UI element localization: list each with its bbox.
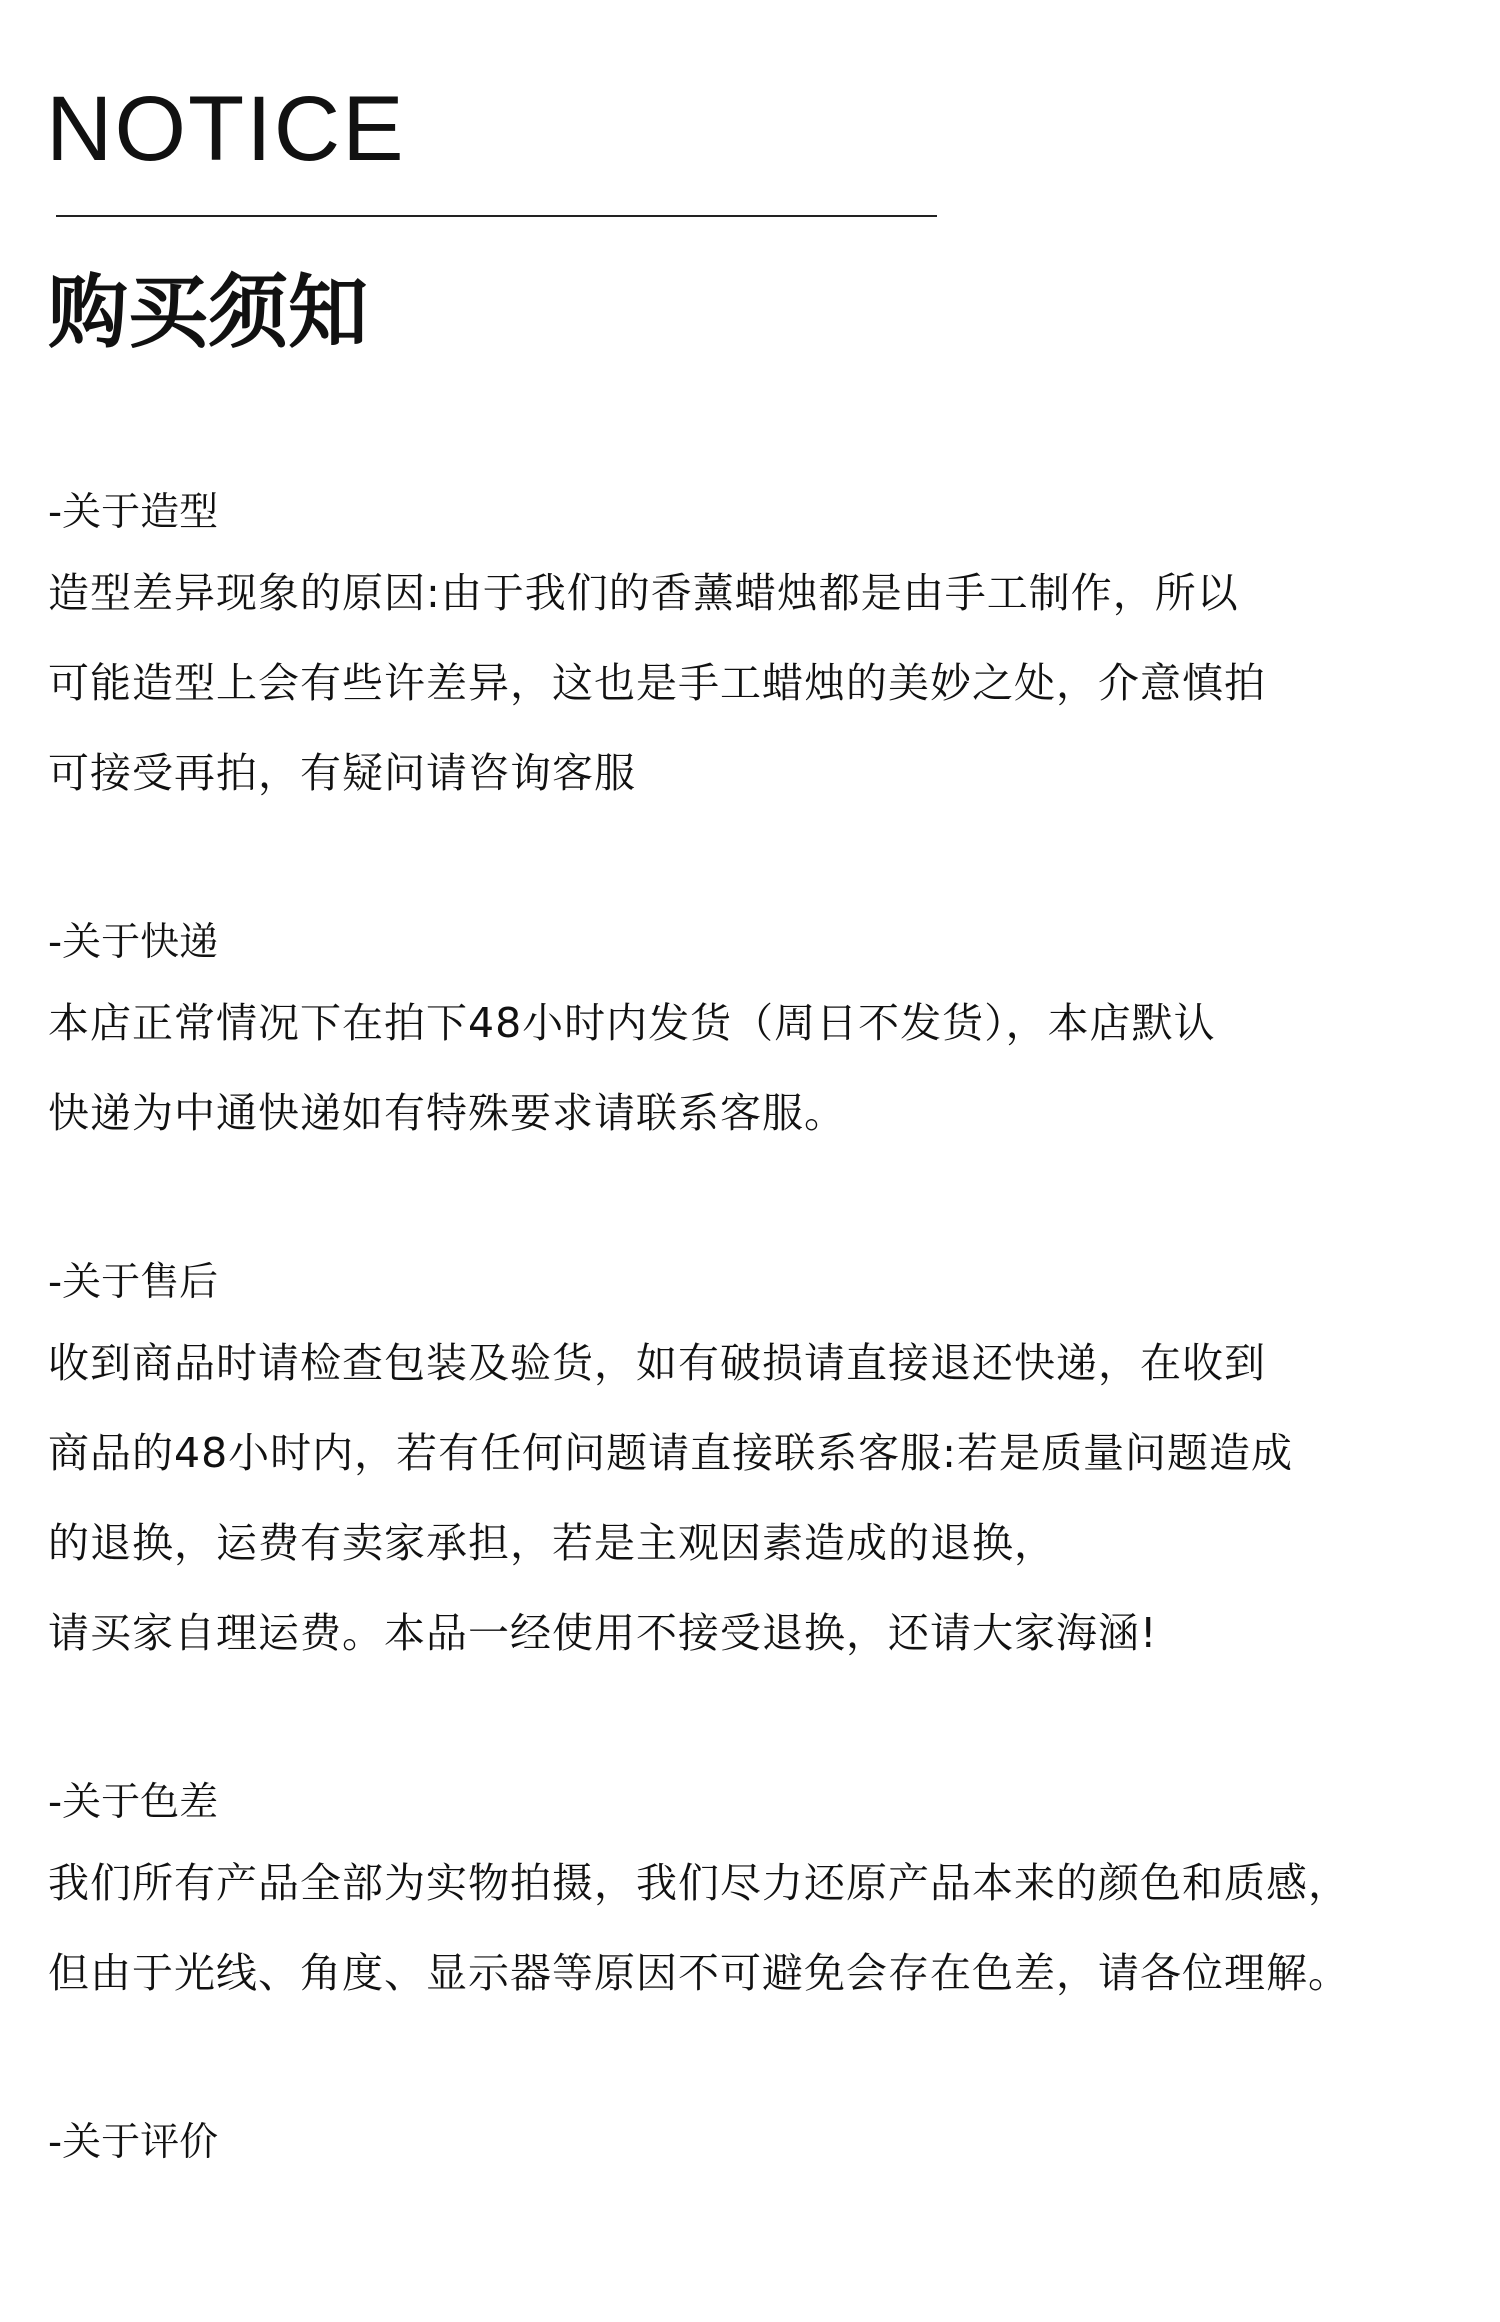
- section-text-line: 快递为中通快递如有特殊要求请联系客服。: [48, 1089, 846, 1137]
- section-heading: -关于造型: [48, 490, 219, 535]
- section-color-difference: [48, 1768, 1468, 2018]
- section-heading: -关于色差: [48, 1780, 219, 1825]
- section-after-sales: [48, 1248, 1468, 1678]
- section-text-line: 的退换，运费有卖家承担，若是主观因素造成的退换，: [48, 1519, 1056, 1567]
- section-text-line: 可接受再拍，有疑问请咨询客服: [48, 749, 636, 797]
- section-text-line: 收到商品时请检查包装及验货，如有破损请直接退还快递，在收到: [48, 1339, 1266, 1387]
- section-heading: -关于评价: [48, 2120, 219, 2165]
- section-text-line: 造型差异现象的原因:由于我们的香薰蜡烛都是由手工制作，所以: [48, 569, 1239, 617]
- section-shape: [48, 478, 1468, 818]
- section-text-line: 商品的48小时内，若有任何问题请直接联系客服:若是质量问题造成: [48, 1429, 1293, 1477]
- notice-title: NOTICE: [46, 78, 406, 180]
- section-text-line: 请买家自理运费。本品一经使用不接受退换，还请大家海涵!: [48, 1609, 1158, 1657]
- title-divider: [56, 215, 937, 217]
- purchase-notice-heading: 购买须知: [48, 266, 368, 359]
- section-heading: -关于快递: [48, 920, 219, 965]
- section-heading: -关于售后: [48, 1260, 219, 1305]
- section-text-line: 可能造型上会有些许差异，这也是手工蜡烛的美妙之处，介意慎拍: [48, 659, 1266, 707]
- section-shipping: [48, 908, 1468, 1158]
- section-reviews: [48, 2108, 1468, 2178]
- section-text-line: 我们所有产品全部为实物拍摄，我们尽力还原产品本来的颜色和质感，: [48, 1859, 1350, 1907]
- notice-sections: [48, 478, 1468, 2268]
- section-text-line: 本店正常情况下在拍下48小时内发货（周日不发货），本店默认: [48, 999, 1216, 1047]
- section-text-line: 但由于光线、角度、显示器等原因不可避免会存在色差，请各位理解。: [48, 1949, 1350, 1997]
